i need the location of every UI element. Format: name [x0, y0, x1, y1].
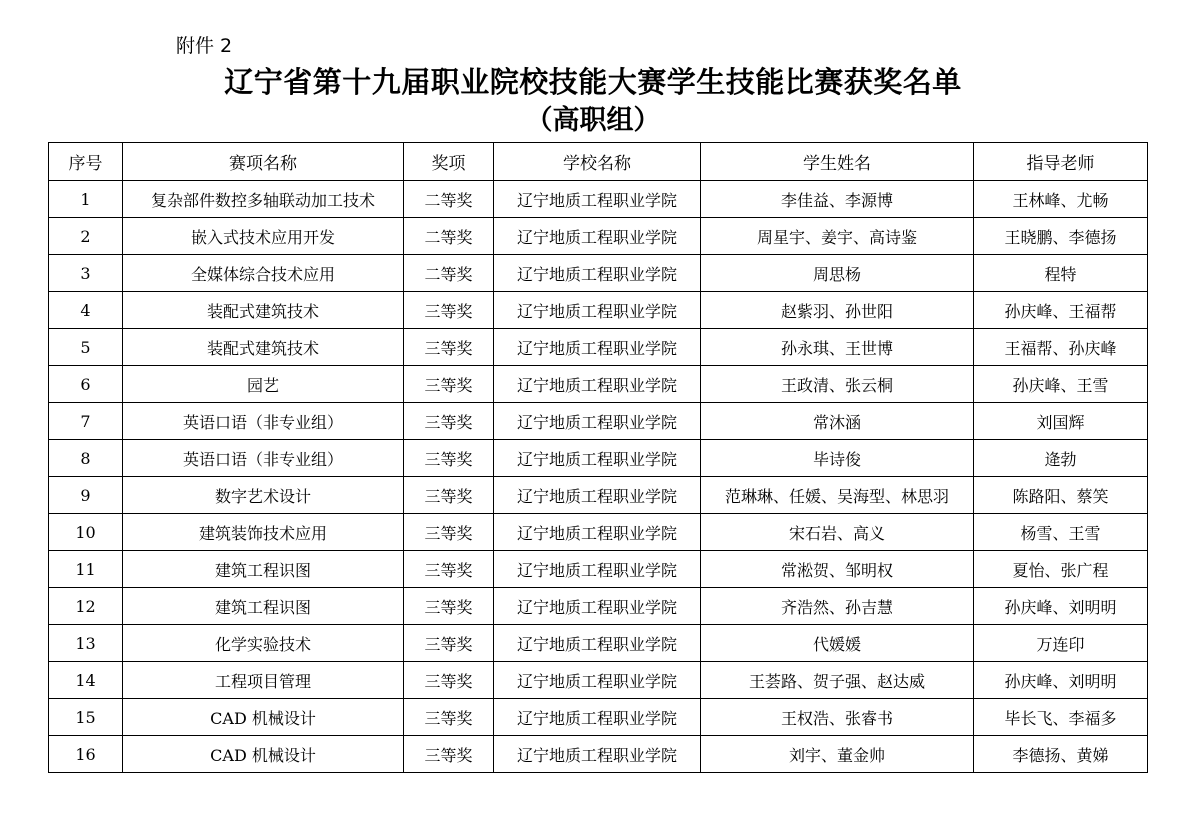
- cell-school-name: 辽宁地质工程职业学院: [494, 736, 701, 773]
- cell-event-name: 建筑工程识图: [123, 551, 404, 588]
- cell-event-name: 化学实验技术: [123, 625, 404, 662]
- table-row: [49, 551, 1148, 588]
- cell-student-names: 常淞贺、邹明权: [701, 551, 974, 588]
- cell-school-name: 辽宁地质工程职业学院: [494, 588, 701, 625]
- cell-student-names: 周星宇、姜宇、高诗鉴: [701, 218, 974, 255]
- table-row: [49, 514, 1148, 551]
- table-row: [49, 181, 1148, 218]
- table-row: [49, 699, 1148, 736]
- cell-event-name: CAD 机械设计: [123, 699, 404, 736]
- cell-student-names: 毕诗俊: [701, 440, 974, 477]
- cell-award: 二等奖: [404, 181, 494, 218]
- cell-award: 三等奖: [404, 662, 494, 699]
- cell-index: 14: [49, 662, 123, 699]
- cell-award: 三等奖: [404, 514, 494, 551]
- table-row: [49, 625, 1148, 662]
- cell-school-name: 辽宁地质工程职业学院: [494, 514, 701, 551]
- cell-index: 11: [49, 551, 123, 588]
- cell-award: 三等奖: [404, 588, 494, 625]
- cell-event-name: CAD 机械设计: [123, 736, 404, 773]
- cell-event-name: 复杂部件数控多轴联动加工技术: [123, 181, 404, 218]
- cell-event-name: 英语口语（非专业组）: [123, 440, 404, 477]
- cell-school-name: 辽宁地质工程职业学院: [494, 477, 701, 514]
- cell-award: 三等奖: [404, 699, 494, 736]
- cell-index: 1: [49, 181, 123, 218]
- cell-event-name: 嵌入式技术应用开发: [123, 218, 404, 255]
- cell-instructors: 孙庆峰、刘明明: [974, 662, 1148, 699]
- cell-instructors: 刘国辉: [974, 403, 1148, 440]
- header-index: 序号: [49, 143, 123, 181]
- header-student-names: 学生姓名: [701, 143, 974, 181]
- cell-index: 3: [49, 255, 123, 292]
- cell-student-names: 宋石岩、高义: [701, 514, 974, 551]
- cell-school-name: 辽宁地质工程职业学院: [494, 699, 701, 736]
- cell-index: 9: [49, 477, 123, 514]
- cell-event-name: 工程项目管理: [123, 662, 404, 699]
- cell-event-name: 数字艺术设计: [123, 477, 404, 514]
- cell-award: 三等奖: [404, 329, 494, 366]
- header-award: 奖项: [404, 143, 494, 181]
- cell-instructors: 孙庆峰、刘明明: [974, 588, 1148, 625]
- table-row: [49, 662, 1148, 699]
- cell-school-name: 辽宁地质工程职业学院: [494, 440, 701, 477]
- header-school-name: 学校名称: [494, 143, 701, 181]
- cell-school-name: 辽宁地质工程职业学院: [494, 662, 701, 699]
- header-event-name: 赛项名称: [123, 143, 404, 181]
- cell-index: 6: [49, 366, 123, 403]
- cell-event-name: 装配式建筑技术: [123, 292, 404, 329]
- cell-instructors: 程特: [974, 255, 1148, 292]
- cell-school-name: 辽宁地质工程职业学院: [494, 181, 701, 218]
- table-row: [49, 588, 1148, 625]
- cell-student-names: 周思杨: [701, 255, 974, 292]
- cell-index: 10: [49, 514, 123, 551]
- table-row: [49, 736, 1148, 773]
- cell-award: 三等奖: [404, 736, 494, 773]
- cell-instructors: 杨雪、王雪: [974, 514, 1148, 551]
- cell-school-name: 辽宁地质工程职业学院: [494, 255, 701, 292]
- cell-school-name: 辽宁地质工程职业学院: [494, 403, 701, 440]
- cell-award: 三等奖: [404, 440, 494, 477]
- cell-school-name: 辽宁地质工程职业学院: [494, 329, 701, 366]
- cell-student-names: 代媛媛: [701, 625, 974, 662]
- cell-index: 8: [49, 440, 123, 477]
- cell-index: 16: [49, 736, 123, 773]
- cell-award: 三等奖: [404, 292, 494, 329]
- cell-award: 三等奖: [404, 366, 494, 403]
- cell-instructors: 李德扬、黄娣: [974, 736, 1148, 773]
- cell-index: 4: [49, 292, 123, 329]
- cell-student-names: 常沐涵: [701, 403, 974, 440]
- cell-student-names: 齐浩然、孙吉慧: [701, 588, 974, 625]
- cell-instructors: 王林峰、尤畅: [974, 181, 1148, 218]
- cell-event-name: 园艺: [123, 366, 404, 403]
- cell-student-names: 王权浩、张睿书: [701, 699, 974, 736]
- cell-instructors: 孙庆峰、王雪: [974, 366, 1148, 403]
- cell-school-name: 辽宁地质工程职业学院: [494, 625, 701, 662]
- cell-event-name: 全媒体综合技术应用: [123, 255, 404, 292]
- cell-index: 15: [49, 699, 123, 736]
- cell-award: 三等奖: [404, 477, 494, 514]
- table-row: [49, 440, 1148, 477]
- cell-index: 5: [49, 329, 123, 366]
- cell-instructors: 王福帮、孙庆峰: [974, 329, 1148, 366]
- cell-index: 2: [49, 218, 123, 255]
- cell-student-names: 赵紫羽、孙世阳: [701, 292, 974, 329]
- table-row: [49, 477, 1148, 514]
- cell-instructors: 孙庆峰、王福帮: [974, 292, 1148, 329]
- table-row: [49, 292, 1148, 329]
- cell-instructors: 万连印: [974, 625, 1148, 662]
- cell-award: 三等奖: [404, 403, 494, 440]
- cell-student-names: 李佳益、李源博: [701, 181, 974, 218]
- table-row: [49, 366, 1148, 403]
- cell-award: 二等奖: [404, 255, 494, 292]
- cell-school-name: 辽宁地质工程职业学院: [494, 218, 701, 255]
- cell-student-names: 王荟路、贺子强、赵达威: [701, 662, 974, 699]
- table-body: [49, 181, 1148, 773]
- cell-index: 12: [49, 588, 123, 625]
- table-header-row: [49, 143, 1148, 181]
- cell-student-names: 刘宇、董金帅: [701, 736, 974, 773]
- cell-event-name: 英语口语（非专业组）: [123, 403, 404, 440]
- cell-event-name: 装配式建筑技术: [123, 329, 404, 366]
- cell-event-name: 建筑装饰技术应用: [123, 514, 404, 551]
- table-row: [49, 329, 1148, 366]
- document-subtitle: （高职组）: [525, 105, 661, 136]
- cell-school-name: 辽宁地质工程职业学院: [494, 292, 701, 329]
- cell-event-name: 建筑工程识图: [123, 588, 404, 625]
- cell-instructors: 毕长飞、李福多: [974, 699, 1148, 736]
- cell-award: 二等奖: [404, 218, 494, 255]
- table-row: [49, 218, 1148, 255]
- award-list-table: [48, 142, 1148, 773]
- header-instructors: 指导老师: [974, 143, 1148, 181]
- cell-award: 三等奖: [404, 625, 494, 662]
- document-title: 辽宁省第十九届职业院校技能大赛学生技能比赛获奖名单: [224, 65, 962, 99]
- cell-school-name: 辽宁地质工程职业学院: [494, 366, 701, 403]
- cell-student-names: 王政清、张云桐: [701, 366, 974, 403]
- cell-instructors: 逄勃: [974, 440, 1148, 477]
- attachment-label: 附件 2: [176, 35, 233, 57]
- cell-student-names: 孙永琪、王世博: [701, 329, 974, 366]
- cell-instructors: 夏怡、张广程: [974, 551, 1148, 588]
- table-row: [49, 403, 1148, 440]
- cell-index: 13: [49, 625, 123, 662]
- cell-school-name: 辽宁地质工程职业学院: [494, 551, 701, 588]
- cell-instructors: 王晓鹏、李德扬: [974, 218, 1148, 255]
- table-row: [49, 255, 1148, 292]
- cell-instructors: 陈路阳、蔡笑: [974, 477, 1148, 514]
- cell-student-names: 范琳琳、任媛、吴海型、林思羽: [701, 477, 974, 514]
- cell-award: 三等奖: [404, 551, 494, 588]
- cell-index: 7: [49, 403, 123, 440]
